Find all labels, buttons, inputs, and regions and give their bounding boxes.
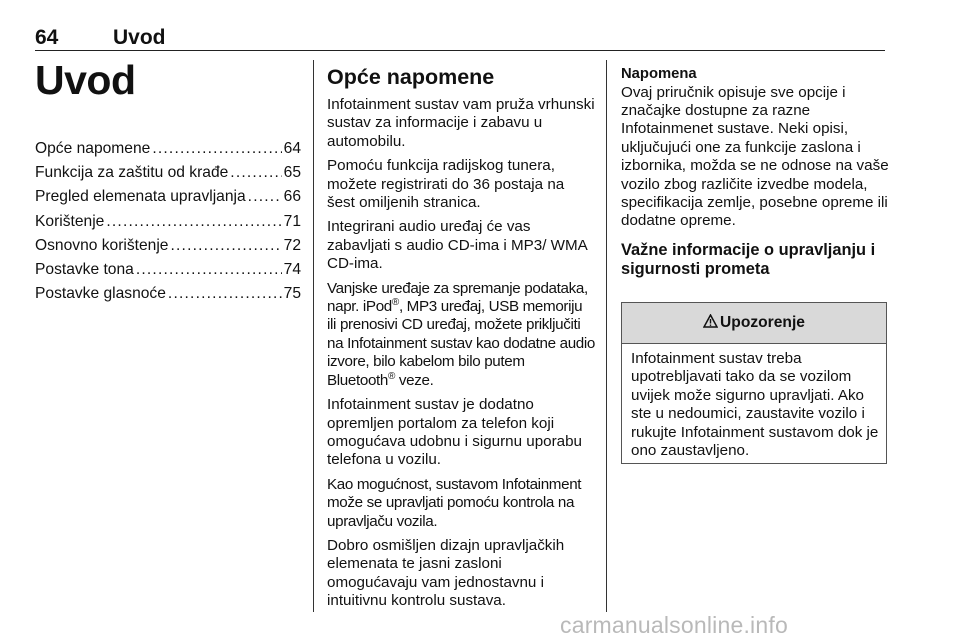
toc-leader-dots: [106, 213, 281, 231]
paragraph: Pomoću funkcija radijskog tunera, možete registrirati do 36 postaja na šest omiljenih stranica.: [327, 157, 565, 212]
paragraph-text: , MP3 uređaj, USB memoriju ili prenosivi CD uređaj, možete priključiti na Infotainment sustav kao dodatne audio izvore, bilo kabelom bilo putem Bluetooth: [327, 298, 596, 389]
paragraph: Infotainment sustav vam pruža vrhunski sustav za informacije i zabavu u automobilu.: [327, 96, 595, 150]
paragraph: Dobro osmišljen dizajn upravljačkih elemenata te jasni zasloni omogućavaju vam jednostavnu i intuitivnu kontrolu sustava.: [327, 536, 565, 610]
warning-box: [621, 302, 887, 464]
toc-leader-dots: [230, 164, 281, 182]
toc-entry[interactable]: [35, 164, 301, 188]
toc-entry-page: 71: [283, 212, 301, 230]
note-text: Ovaj priručnik opisuje sve opcije i značajke dostupne za razne Infotainmenet sustave. Neki opisi, uključujući one za funkcije zaslona i izbornika, možda se ne odnose na vaše vozilo zbog različite izvedbe modela, specifikacija zemlje, posebne opreme ili dodatne opreme.: [621, 83, 889, 230]
note-column: [621, 66, 889, 280]
column-divider: [313, 60, 314, 612]
toc-leader-dots: [170, 237, 281, 255]
toc-leader-dots: [136, 261, 282, 279]
warning-text: Infotainment sustav treba upotrebljavati tako da se vozilom uvijek može sigurno upravljati. Ako ste u nedoumici, zaustavite vozilo i rukujte Infotainment sustavom dok je ono zaustavljeno.: [631, 350, 879, 460]
toc-leader-dots: [248, 188, 282, 206]
toc-entry-page: 66: [283, 188, 301, 206]
toc-entry-label: Osnovno korištenje: [35, 236, 169, 254]
running-header: Uvod: [113, 26, 166, 49]
header-rule: [35, 50, 885, 51]
toc-entry-page: 72: [283, 236, 301, 254]
warning-title: Upozorenje: [720, 314, 805, 331]
toc-entry-page: 65: [283, 164, 301, 182]
toc-entry-label: Postavke tona: [35, 260, 134, 278]
paragraph-text: Vanjske uređaje za spremanje podataka, napr. iPod: [327, 279, 588, 316]
page-number: 64: [35, 26, 59, 49]
toc-entry[interactable]: [35, 261, 301, 285]
paragraph: Kao mogućnost, sustavom Infotainment može se upravljati pomoću kontrola na upravljaču vozila.: [327, 475, 582, 530]
general-notes-column: [327, 64, 595, 617]
toc-entry-page: 75: [283, 285, 301, 303]
paragraph-text: veze.: [395, 371, 434, 389]
toc-entry-label: Pregled elemenata upravljanja: [35, 188, 246, 206]
warning-triangle-icon: [703, 314, 718, 333]
section-heading: Opće napomene: [327, 65, 495, 89]
column-divider: [606, 60, 607, 612]
watermark: carmanualsonline.info: [560, 612, 788, 638]
table-of-contents: [35, 140, 301, 309]
toc-entry-label: Opće napomene: [35, 140, 151, 157]
safety-heading: Važne informacije o upravljanju i sigurnosti prometa: [621, 240, 876, 279]
paragraph: [327, 280, 595, 390]
registered-mark: ®: [391, 297, 399, 308]
toc-entry[interactable]: [35, 237, 301, 261]
toc-entry[interactable]: [35, 140, 301, 164]
paragraph: Integrirani audio uređaj će vas zabavljati s audio CD-ima i MP3/ WMA CD-ima.: [327, 218, 587, 273]
toc-entry[interactable]: [35, 285, 301, 309]
toc-leader-dots: [168, 285, 282, 303]
toc-entry[interactable]: [35, 188, 301, 212]
toc-leader-dots: [152, 140, 281, 158]
toc-entry-page: 64: [283, 140, 301, 157]
toc-entry-page: 74: [283, 260, 301, 278]
toc-entry-label: Postavke glasnoće: [35, 285, 166, 303]
chapter-title: Uvod: [35, 57, 136, 103]
toc-entry[interactable]: [35, 213, 301, 237]
paragraph: Infotainment sustav je dodatno opremljen portalom za telefon koji omogućava udobnu i sigurnu uporabu telefona u vozilu.: [327, 396, 582, 469]
registered-mark: ®: [388, 370, 396, 382]
toc-entry-label: Korištenje: [35, 212, 105, 230]
warning-header: [622, 303, 886, 344]
toc-entry-label: Funkcija za zaštitu od krađe: [35, 164, 229, 182]
note-label: Napomena: [621, 66, 697, 82]
